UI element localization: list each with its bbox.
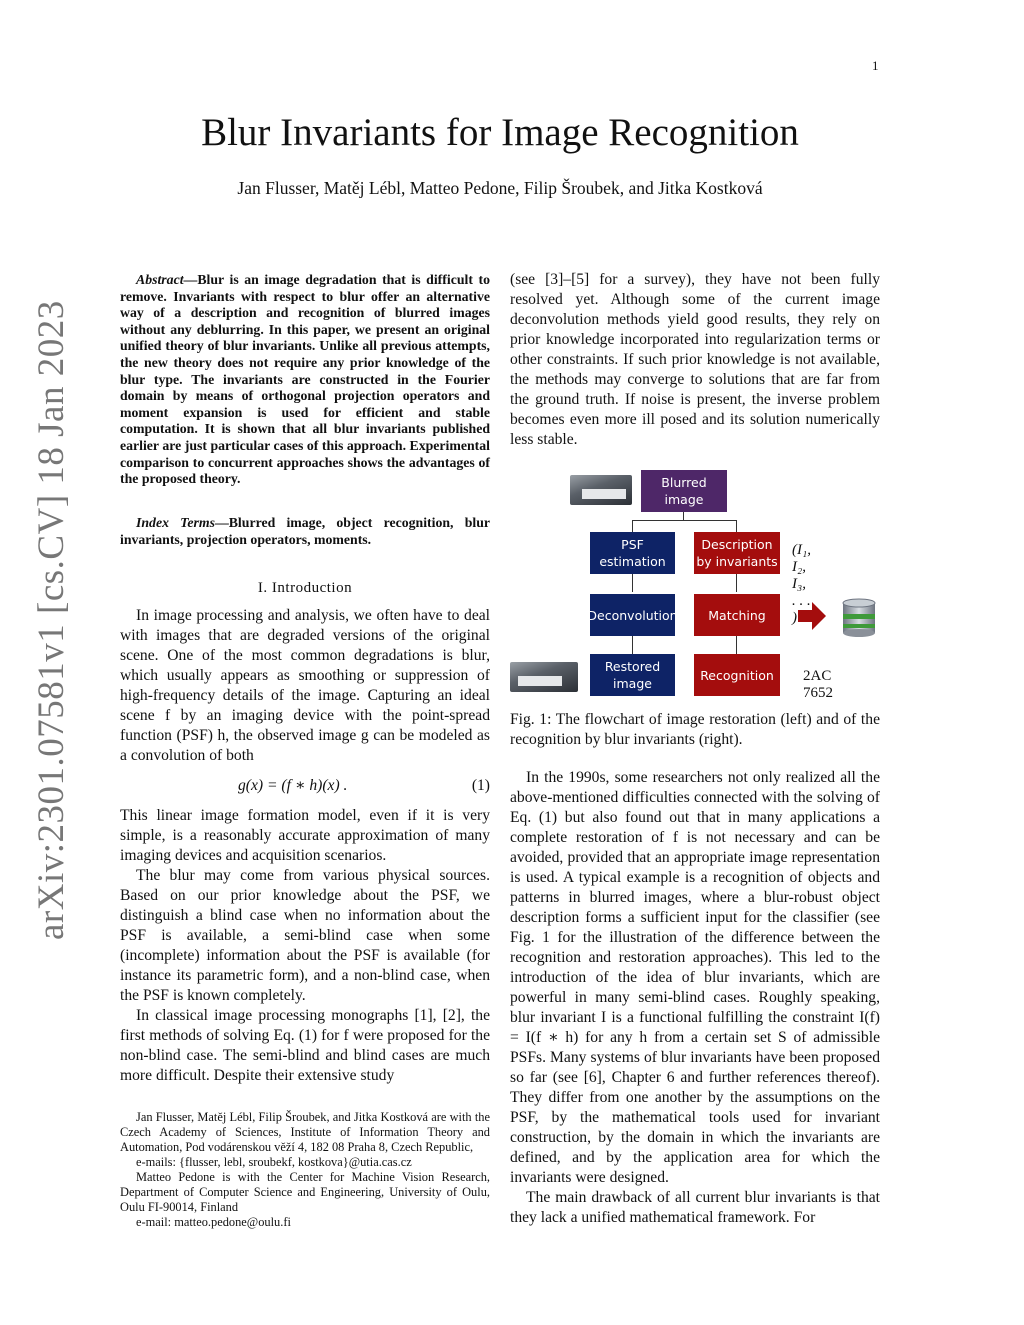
description-by-invariants-box: Description by invariants bbox=[694, 532, 780, 574]
intro-paragraph-3: The blur may come from various physical sources. Based on our prior knowledge about the PSF, we distinguish a blind case when no information about the PSF is available, a semi-blind case when some (incomplete) information about the PSF is available (for instance its parametric form), and a non-blind case, when the PSF is known completely. bbox=[120, 867, 490, 1004]
page-number: 1 bbox=[872, 58, 879, 73]
invariant-tuple: (I₁, I₂, I₃, . . . ) bbox=[792, 542, 811, 626]
footnote-email-2: e-mail: matteo.pedone@oulu.fi bbox=[136, 1215, 291, 1229]
index-terms-text: —Blurred image, object recognition, blur invariants, projection operators, moments. bbox=[120, 515, 490, 547]
right-column-body bbox=[510, 768, 880, 1228]
figure-caption: Fig. 1: The flowchart of image restoration (left) and of the recognition by blur invariants (right). bbox=[510, 711, 880, 748]
license-plate-shape bbox=[582, 489, 626, 499]
intro-paragraph-2: This linear image formation model, even if it is very simple, is a reasonably accurate approximation of many imaging devices and acquisition scenarios. bbox=[120, 807, 490, 864]
blurred-image-box: Blurred image bbox=[641, 470, 727, 512]
right-column-top bbox=[510, 270, 880, 450]
section-heading: I. Introduction bbox=[257, 580, 353, 596]
right-top-paragraph: (see [3]–[5] for a survey), they have not been fully resolved yet. Although some of the current image deconvolution methods yield good results, they rely on prior knowledge incorporated into regularization terms or other constraints. If such prior knowledge is not available, the methods may converge to solutions that are far from the ground truth. If noise is present, the inverse problem becomes even more ill posed and its solution numerically less stable. bbox=[510, 271, 880, 448]
connector-line bbox=[683, 512, 684, 520]
right-paragraph-1: In the 1990s, some researchers not only realized all the above-mentioned difficulties connected with the solving of Eq. (1) but also found out that in many applications a complete restoration of f is not necessary and can be avoided, provided that an appropriate image representation is used. A typical example is a recognition of objects and patterns in blurred images, where a blur-robust object description forms a sufficient input for the classifier (see Fig. 1 for the illustration of the difference between the recognition and restoration approaches). This led to the introduction of the idea of blur invariants, which are powerful in many semi-blind cases. Roughly speaking, blur invariant I is a functional fulfilling the constraint I(f) = I(f ∗ h) for any h from a certain set S of admissible PSFs. Many systems of blur invariants have been proposed so far (see [6], Chapter 6 and further references thereof). They differ from one another by the assumptions on the PSF, by the mathematical tools used for invariant construction, by the domain in which the invariants are defined, and by the application area for which the invariants were designed. bbox=[510, 769, 880, 1186]
connector-line bbox=[632, 574, 633, 592]
footnote-affiliation-2: Matteo Pedone is with the Center for Machine Vision Research, Department of Computer Science and Engineering, University of Oulu, Oulu FI-90014, Finland bbox=[120, 1170, 490, 1214]
recognized-plate-number: 2AC 7652 bbox=[803, 668, 833, 701]
arrow-right-icon bbox=[798, 602, 826, 630]
footnote bbox=[120, 1110, 490, 1230]
right-paragraph-2: The main drawback of all current blur invariants is that they lack a unified mathematical framework. For bbox=[510, 1189, 880, 1226]
connector-line bbox=[736, 636, 737, 654]
deconvolution-box: Deconvolution bbox=[590, 594, 675, 636]
connector-line bbox=[736, 574, 737, 592]
author-list: Jan Flusser, Matěj Lébl, Matteo Pedone, Filip Šroubek, and Jitka Kostková bbox=[237, 178, 763, 198]
abstract-text: —Blur is an image degradation that is difficult to remove. Invariants with respect to blur offer an alternative way of a description and recognition of blurred images without any deblurring. In this paper, we present an original unified theory of blur invariants. Unlike all previous attempts, the new theory does not require any prior knowledge of the blur type. The invariants are constructed in the Fourier domain by means of orthogonal projection operators and moment expansion is used for efficient and stable computation. It is shown that all blur invariants published earlier are just particular cases of this approach. Experimental comparison to concurrent approaches shows the advantages of the proposed theory. bbox=[120, 272, 490, 487]
database-icon bbox=[842, 598, 876, 638]
restored-car-thumbnail bbox=[510, 662, 578, 692]
matching-box: Matching bbox=[694, 594, 780, 636]
psf-estimation-box: PSF estimation bbox=[590, 532, 675, 574]
connector-line bbox=[632, 636, 633, 654]
index-terms bbox=[120, 515, 490, 548]
footnote-affiliation-1: Jan Flusser, Matěj Lébl, Filip Šroubek, and Jitka Kostková are with the Czech Academy of Sciences, Institute of Information Theory and Automation, Pod vodárenskou věží 4, 182 08 Praha 8, Czech Republic, bbox=[120, 1110, 490, 1154]
intro-paragraph-4: In classical image processing monographs [1], [2], the first methods of solving Eq. (1) for f were proposed for the non-blind case. The semi-blind and blind cases are much more difficult. Despite their extensive study bbox=[120, 1007, 490, 1084]
connector-line bbox=[736, 520, 737, 532]
equation-body: g(x) = (f ∗ h)(x) . bbox=[238, 777, 348, 794]
abstract bbox=[120, 272, 490, 488]
paper-title: Blur Invariants for Image Recognition bbox=[201, 111, 799, 154]
abstract-label: Abstract bbox=[136, 272, 184, 287]
license-plate-shape bbox=[518, 676, 562, 686]
index-terms-label: Index Terms bbox=[136, 515, 215, 530]
arxiv-stamp: arXiv:2301.07581v1 [cs.CV] 18 Jan 2023 bbox=[31, 300, 72, 940]
introduction bbox=[120, 606, 490, 1086]
intro-paragraph-1: In image processing and analysis, we often have to deal with images that are degraded versions of the original scene. One of the most common degradations is blur, which usually appears as smoothing or suppression of high-frequency details of the image. Capturing an ideal scene f by an imaging device with the point-spread function (PSF) h, the observed image g can be modeled as a convolution of both bbox=[120, 607, 490, 764]
restored-image-box: Restored image bbox=[590, 654, 675, 696]
footnote-emails-1: e-mails: {flusser, lebl, sroubekf, kostkova}@utia.cas.cz bbox=[136, 1155, 412, 1169]
equation-number: (1) bbox=[471, 777, 490, 794]
blurred-car-thumbnail bbox=[570, 475, 632, 505]
recognition-box: Recognition bbox=[694, 654, 780, 696]
connector-line bbox=[632, 520, 737, 521]
connector-line bbox=[632, 520, 633, 532]
equation-1 bbox=[120, 776, 490, 796]
